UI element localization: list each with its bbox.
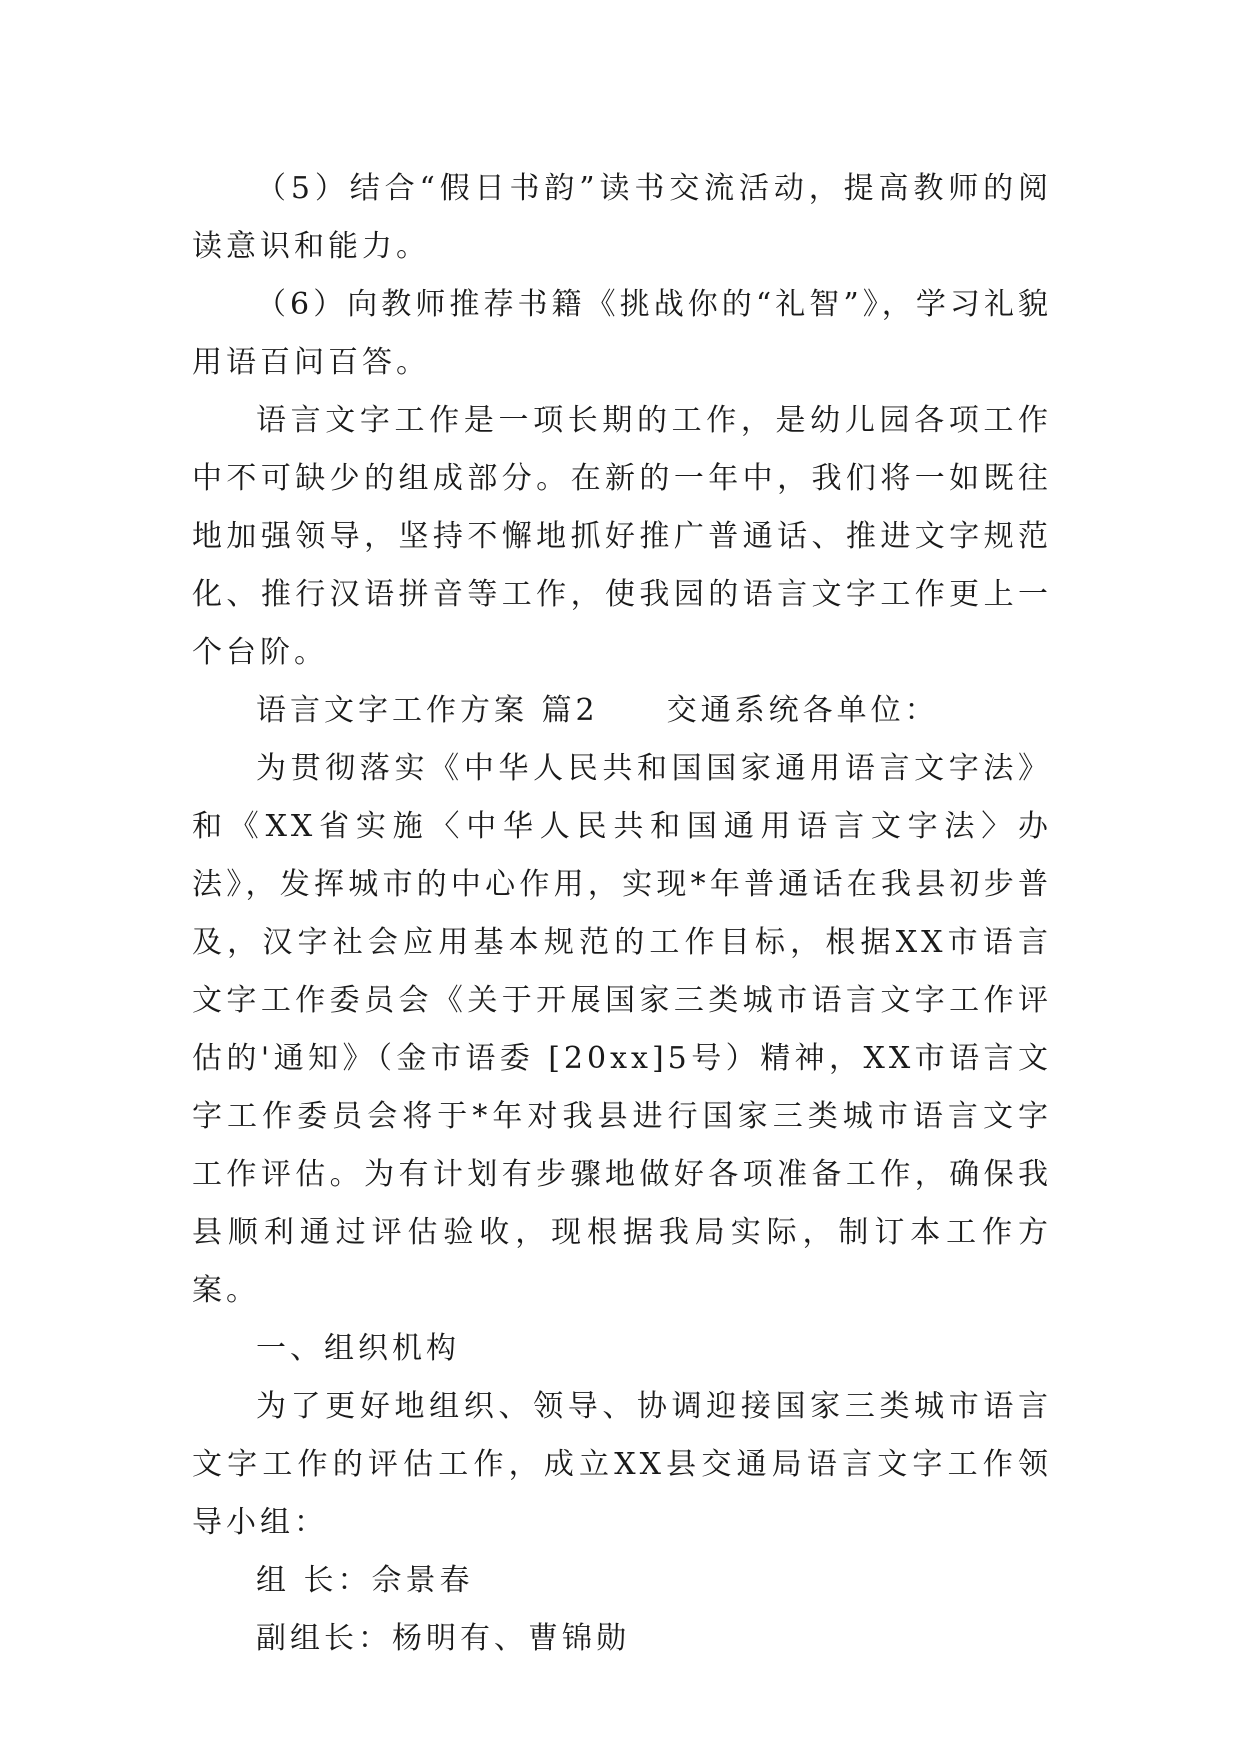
- paragraph-item-5: （5）结合“假日书韵”读书交流活动，提高教师的阅读意识和能力。: [192, 171, 1052, 264]
- paragraph-summary: 语言文字工作是一项长期的工作，是幼儿园各项工作中不可缺少的组成部分。在新的一年中，我们将一如既往地加强领导，坚持不懈地抓好推广普通话、推进文字规范化、推行汉语拼音等工作，使我园的语言文字工作更上一个台阶。: [192, 403, 1052, 670]
- section-heading-organization: 一、组织机构: [256, 1331, 460, 1366]
- paragraph-leading-group: 为了更好地组织、领导、协调迎接国家三类城市语言文字工作的评估工作，成立XX县交通局语言文字工作领导小组：: [192, 1389, 1052, 1540]
- paragraph-item-6: （6）向教师推荐书籍《挑战你的“礼智”》，学习礼貌用语百问百答。: [192, 287, 1052, 380]
- document-body: [192, 160, 1052, 1668]
- deputy-leader-line: 副组长：杨明有、曹锦勋: [256, 1621, 630, 1656]
- section-heading-plan-2: 语言文字工作方案 篇2 交通系统各单位：: [256, 693, 939, 728]
- paragraph-purpose: 为贯彻落实《中华人民共和国国家通用语言文字法》和《XX省实施〈中华人民共和国通用语言文字法〉办法》，发挥城市的中心作用，实现*年普通话在我县初步普及，汉字社会应用基本规范的工作目标，根据XX市语言文字工作委员会《关于开展国家三类城市语言文字工作评估的'通知》（金市语委 [20xx]5号）精神，XX市语言文字工作委员会将于*年对我县进行国家三类城市语言文字工作评估。为有计划有步骤地做好各项准备工作，确保我县顺利通过评估验收，现根据我局实际，制订本工作方案。: [192, 751, 1052, 1308]
- group-leader-line: 组 长：佘景春: [256, 1563, 474, 1598]
